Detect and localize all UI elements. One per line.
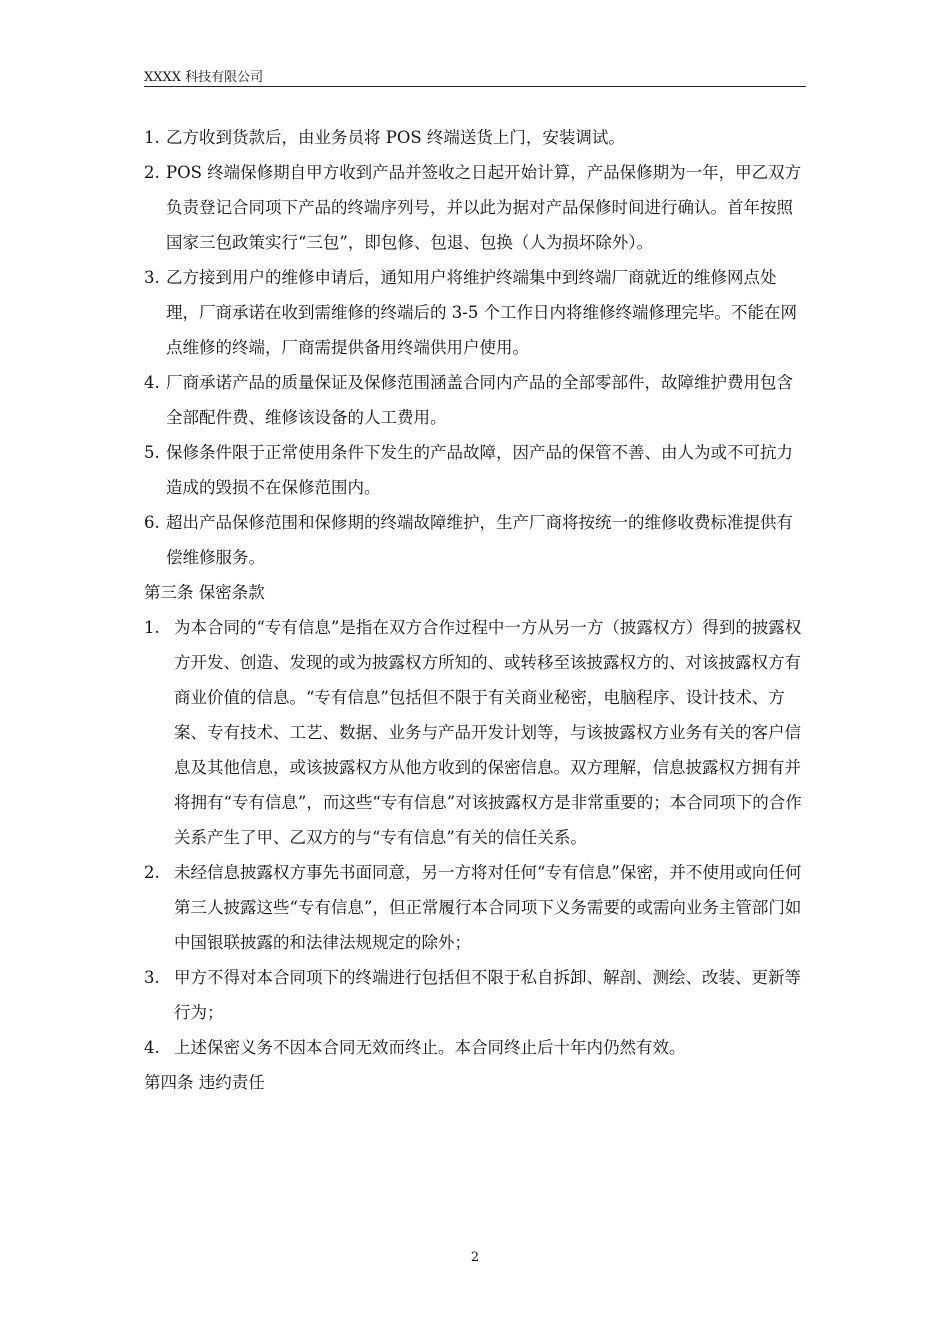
list-item: [144, 155, 809, 260]
list-number: 4.: [144, 1038, 160, 1057]
list-item: [144, 1030, 809, 1065]
list-number: 4.: [144, 373, 160, 392]
section-heading: 第四条 违约责任: [144, 1073, 265, 1092]
list-text: POS 终端保修期自甲方收到产品并签收之日起开始计算，产品保修期为一年，甲乙双方负责登记合同项下产品的终端序列号，并以此为据对产品保修时间进行确认。首年按照国家三包政策实行“三包”，即包修、包退、包换（人为损坏除外）。: [166, 163, 802, 252]
list-text: 乙方接到用户的维修申请后，通知用户将维护终端集中到终端厂商就近的维修网点处理，厂商承诺在收到需维修的终端后的 3-5 个工作日内将维修终端修理完毕。不能在网点维修的终端，厂商需提供备用终端供用户使用。: [166, 268, 798, 357]
list-number: 3.: [144, 268, 160, 287]
list-number: 5.: [144, 443, 160, 462]
list-text: 上述保密义务不因本合同无效而终止。本合同终止后十年内仍然有效。: [174, 1038, 686, 1057]
list-text: 甲方不得对本合同项下的终端进行包括但不限于私自拆卸、解剖、测绘、改装、更新等行为；: [174, 968, 801, 1022]
list-item: [144, 120, 809, 155]
list-text: 超出产品保修范围和保修期的终端故障维护，生产厂商将按统一的维修收费标准提供有偿维修服务。: [166, 513, 793, 567]
list-number: 6.: [144, 513, 160, 532]
list-item: [144, 960, 809, 1030]
list-text: 未经信息披露权方事先书面同意，另一方将对任何“专有信息”保密，并不使用或向任何第三人披露这些“专有信息”，但正常履行本合同项下义务需要的或需向业务主管部门如中国银联披露的和法律法规规定的除外；: [174, 863, 802, 952]
page-header: [144, 66, 806, 87]
list-text: 厂商承诺产品的质量保证及保修范围涵盖合同内产品的全部零部件，故障维护费用包含全部配件费、维修该设备的人工费用。: [166, 373, 793, 427]
list-item: [144, 365, 809, 435]
header-company-name: XXXX 科技有限公司: [144, 70, 264, 85]
list-number: 3.: [144, 968, 160, 987]
list-text: 乙方收到货款后，由业务员将 POS 终端送货上门，安装调试。: [166, 128, 625, 147]
list-item: [144, 855, 809, 960]
list-number: 1.: [144, 618, 160, 637]
list-text: 保修条件限于正常使用条件下发生的产品故障，因产品的保管不善、由人为或不可抗力造成的毁损不在保修范围内。: [166, 443, 793, 497]
document-body: [144, 120, 809, 1100]
list-text: 为本合同的“专有信息”是指在双方合作过程中一方从另一方（披露权方）得到的披露权方开发、创造、发现的或为披露权方所知的、或转移至该披露权方的、对该披露权方有商业价值的信息。“专有信息”包括但不限于有关商业秘密，电脑程序、设计技术、方案、专有技术、工艺、数据、业务与产品开发计划等，与该披露权方业务有关的客户信息及其他信息，或该披露权方从他方收到的保密信息。双方理解，信息披露权方拥有并将拥有“专有信息”，而这些“专有信息”对该披露权方是非常重要的；本合同项下的合作关系产生了甲、乙双方的与“专有信息”有关的信任关系。: [174, 618, 802, 847]
list-item: [144, 260, 809, 365]
list-item: [144, 610, 809, 855]
list-number: 1.: [144, 128, 160, 147]
list-item: [144, 505, 809, 575]
list-number: 2.: [144, 863, 160, 882]
list-number: 2.: [144, 163, 160, 182]
section-heading: 第三条 保密条款: [144, 583, 265, 602]
page-number: 2: [470, 1250, 480, 1265]
list-item: [144, 435, 809, 505]
